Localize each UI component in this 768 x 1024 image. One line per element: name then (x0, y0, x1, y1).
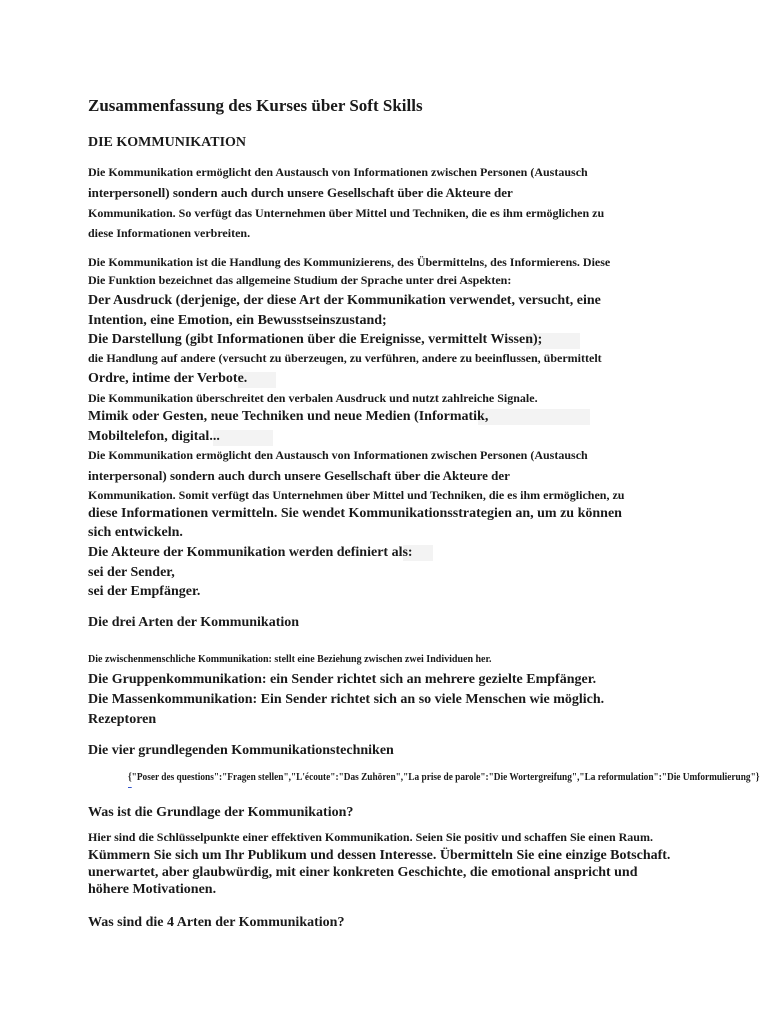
body-line: Die zwischenmenschliche Kommunikation: stellt eine Beziehung zwischen zwei Individuen her. (88, 654, 492, 665)
body-line: diese Informationen verbreiten. (88, 226, 251, 240)
body-line: Mimik oder Gesten, neue Techniken und neue Medien (Informatik, (88, 409, 489, 424)
body-line: interpersonal) sondern auch durch unsere Gesellschaft über die Akteure der (88, 468, 510, 483)
body-line: Kommunikation. So verfügt das Unternehmen über Mittel und Techniken, die es ihm ermöglichen zu (88, 206, 605, 220)
body-line: sich entwickeln. (88, 525, 183, 540)
body-line: Die Funktion bezeichnet das allgemeine Studium der Sprache unter drei Aspekten: (88, 273, 512, 287)
section-heading: Was sind die 4 Arten der Kommunikation? (88, 915, 345, 930)
section-heading: DIE KOMMUNIKATION (88, 135, 247, 150)
json-techniques-text (128, 773, 759, 783)
body-line: Intention, eine Emotion, ein Bewusstseinszustand; (88, 313, 387, 328)
body-line: Die Kommunikation ermöglicht den Austausch von Informationen zwischen Personen (Austausch (88, 165, 588, 179)
json-text: {"Poser des questions":"Fragen stellen","L'écoute":"Das Zuhören","La prise de parole":"Die Wortergreifung","La reformulation":"Die Umformulierung"} (128, 772, 760, 783)
body-line: Ordre, intime der Verbote. (88, 371, 248, 386)
section-heading: Was ist die Grundlage der Kommunikation? (88, 805, 354, 820)
section-heading: Die vier grundlegenden Kommunikationstechniken (88, 743, 394, 758)
body-line: Mobiltelefon, digital... (88, 429, 220, 444)
body-line: diese Informationen vermitteln. Sie wendet Kommunikationsstrategien an, um zu können (88, 506, 622, 521)
body-line: Die Massenkommunikation: Ein Sender richtet sich an so viele Menschen wie möglich. (88, 692, 605, 707)
body-line: Die Gruppenkommunikation: ein Sender richtet sich an mehrere gezielte Empfänger. (88, 672, 597, 687)
highlight-box (213, 430, 273, 446)
body-line: Die Kommunikation überschreitet den verbalen Ausdruck und nutzt zahlreiche Signale. (88, 391, 538, 405)
highlight-box (478, 409, 590, 425)
body-line: sei der Sender, (88, 565, 175, 580)
body-line: interpersonell) sondern auch durch unsere Gesellschaft über die Akteure der (88, 185, 513, 200)
body-line: unerwartet, aber glaubwürdig, mit einer konkreten Geschichte, die emotional anspricht und (88, 865, 638, 880)
body-line: höhere Motivationen. (88, 882, 217, 897)
body-line: Die Kommunikation ermöglicht den Austausch von Informationen zwischen Personen (Austausch (88, 448, 588, 462)
page-title: Zusammenfassung des Kurses über Soft Skills (88, 96, 423, 115)
body-line: Die Kommunikation ist die Handlung des Kommunizierens, des Übermittelns, des Informierens. Diese (88, 255, 611, 269)
body-line: Der Ausdruck (derjenige, der diese Art der Kommunikation verwendet, versucht, eine (88, 293, 601, 308)
body-line: die Handlung auf andere (versucht zu überzeugen, zu verführen, andere zu beeinflussen, übermittelt (88, 351, 602, 365)
section-heading: Die drei Arten der Kommunikation (88, 615, 300, 630)
body-line: sei der Empfänger. (88, 584, 201, 599)
body-line: Die Akteure der Kommunikation werden definiert als: (88, 545, 413, 560)
body-line: Kommunikation. Somit verfügt das Unternehmen über Mittel und Techniken, die es ihm ermöglichen, zu (88, 488, 625, 502)
body-line: Rezeptoren (88, 712, 157, 727)
body-line: Die Darstellung (gibt Informationen über die Ereignisse, vermittelt Wissen); (88, 332, 543, 347)
underline-mark (128, 787, 132, 788)
body-line: Kümmern Sie sich um Ihr Publikum und dessen Interesse. Übermitteln Sie eine einzige Botschaft. (88, 848, 671, 863)
body-line: Hier sind die Schlüsselpunkte einer effektiven Kommunikation. Seien Sie positiv und schaffen Sie einen Raum. (88, 830, 653, 844)
